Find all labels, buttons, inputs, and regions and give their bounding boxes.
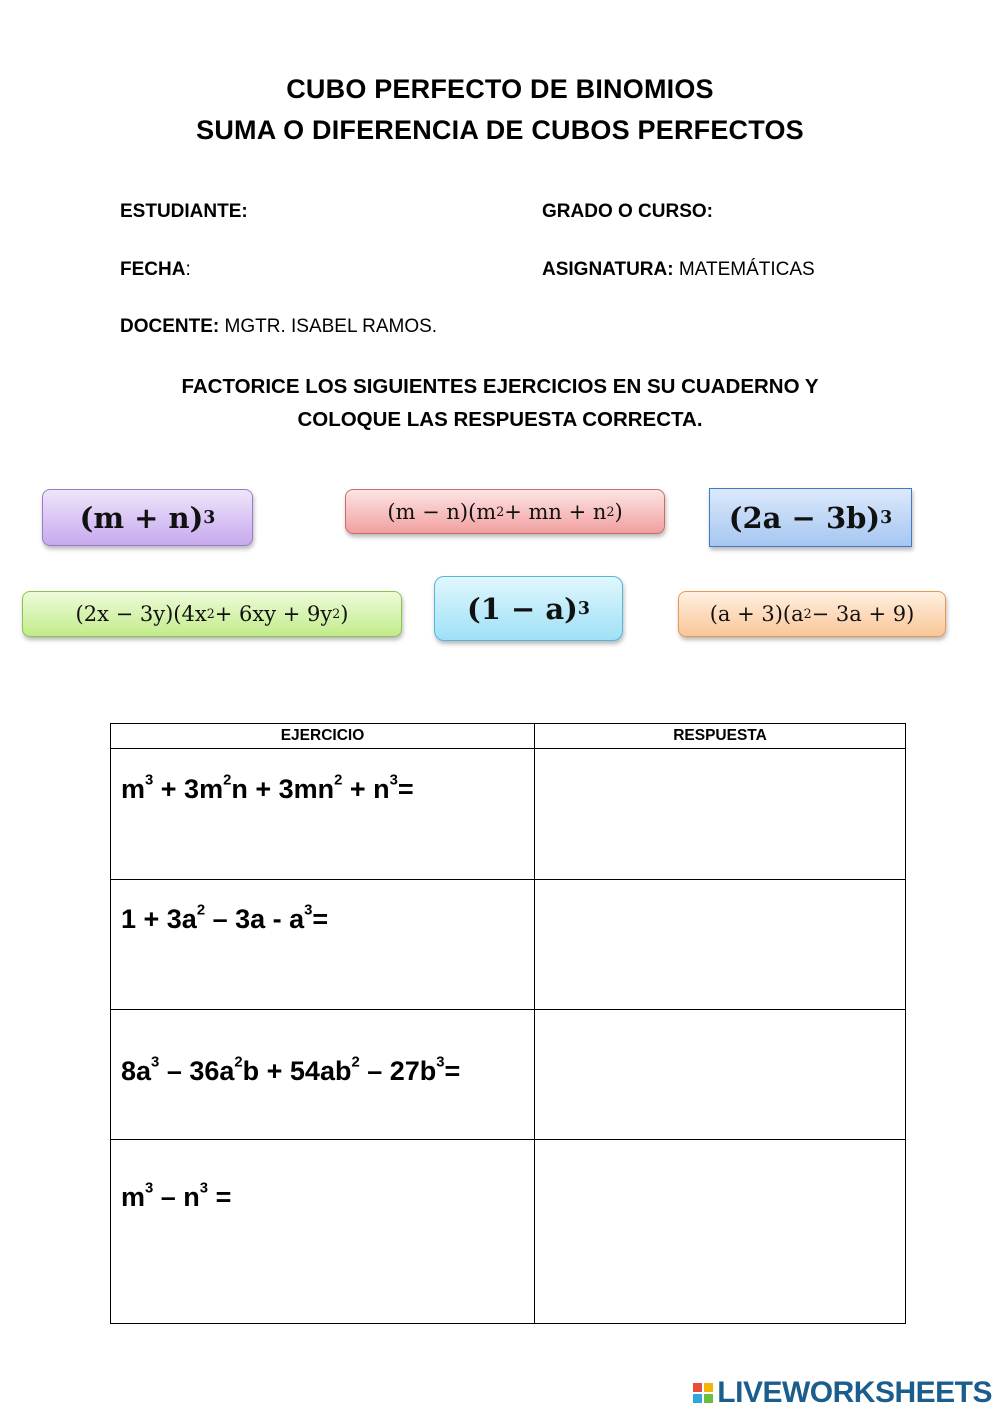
answer-drop-zone[interactable] [535,1010,906,1140]
answer-option-difference-of-cubes-mn[interactable]: (m − n)(m 2 + mn + n 2 ) [345,489,665,534]
date-label: FECHA: [120,259,191,280]
table-row [111,880,906,1010]
exercise-cell: $m^3 + 3m^2n + 3mn^2 + n^3=$ [111,749,535,880]
table-row [111,1010,906,1140]
instruction-line-1: FACTORICE LOS SIGUIENTES EJERCICIOS EN SU CUADERNO Y [181,375,819,398]
table-row [111,1140,906,1324]
exercise-table [110,723,906,1324]
answer-option-2a-minus-3b-cubed[interactable]: (2a − 3b) 3 [709,488,912,547]
column-header-answer: RESPUESTA [535,724,906,749]
answer-option-difference-of-cubes-xy[interactable]: (2x − 3y)(4x 2 + 6xy + 9y 2 ) [22,591,402,637]
title-line-2: SUMA O DIFERENCIA DE CUBOS PERFECTOS [196,115,804,145]
column-header-exercise: EJERCICIO [111,724,535,749]
brand-name: LIVEWORKSHEETS [717,1376,992,1409]
exercise-cell: $m^3 - n^3$ = [111,1140,535,1324]
answer-drop-zone[interactable] [535,1140,906,1324]
teacher-value: MGTR. ISABEL RAMOS. [224,316,438,337]
teacher-field: DOCENTE: MGTR. ISABEL RAMOS. [120,316,438,337]
answer-drop-zone[interactable] [535,880,906,1010]
liveworksheets-logo-icon [693,1383,713,1403]
student-label: ESTUDIANTE: [120,201,248,222]
answer-option-1-minus-a-cubed[interactable]: (1 − a) 3 [434,576,623,641]
instruction-line-2: COLOQUE LAS RESPUESTA CORRECTA. [297,408,703,431]
answer-option-sum-of-cubes-a-3[interactable]: (a + 3)(a 2 − 3a + 9) [678,591,946,637]
table-header-row [111,724,906,749]
grade-label: GRADO O CURSO: [542,201,713,222]
liveworksheets-brand[interactable] [693,1376,992,1410]
subject-value: MATEMÁTICAS [678,259,815,280]
answer-option-m-plus-n-cubed[interactable]: (m + n) 3 [42,489,253,546]
exercise-cell: $8a^3 - 36a^2b + 54ab^2 - 27b^3=$ [111,1010,535,1140]
subject-field: ASIGNATURA: MATEMÁTICAS [542,259,815,280]
exercise-cell: $1 + 3a^2 - 3a - a^3=$ [111,880,535,1010]
answer-drop-zone[interactable] [535,749,906,880]
table-row [111,749,906,880]
title-line-1: CUBO PERFECTO DE BINOMIOS [286,74,714,104]
